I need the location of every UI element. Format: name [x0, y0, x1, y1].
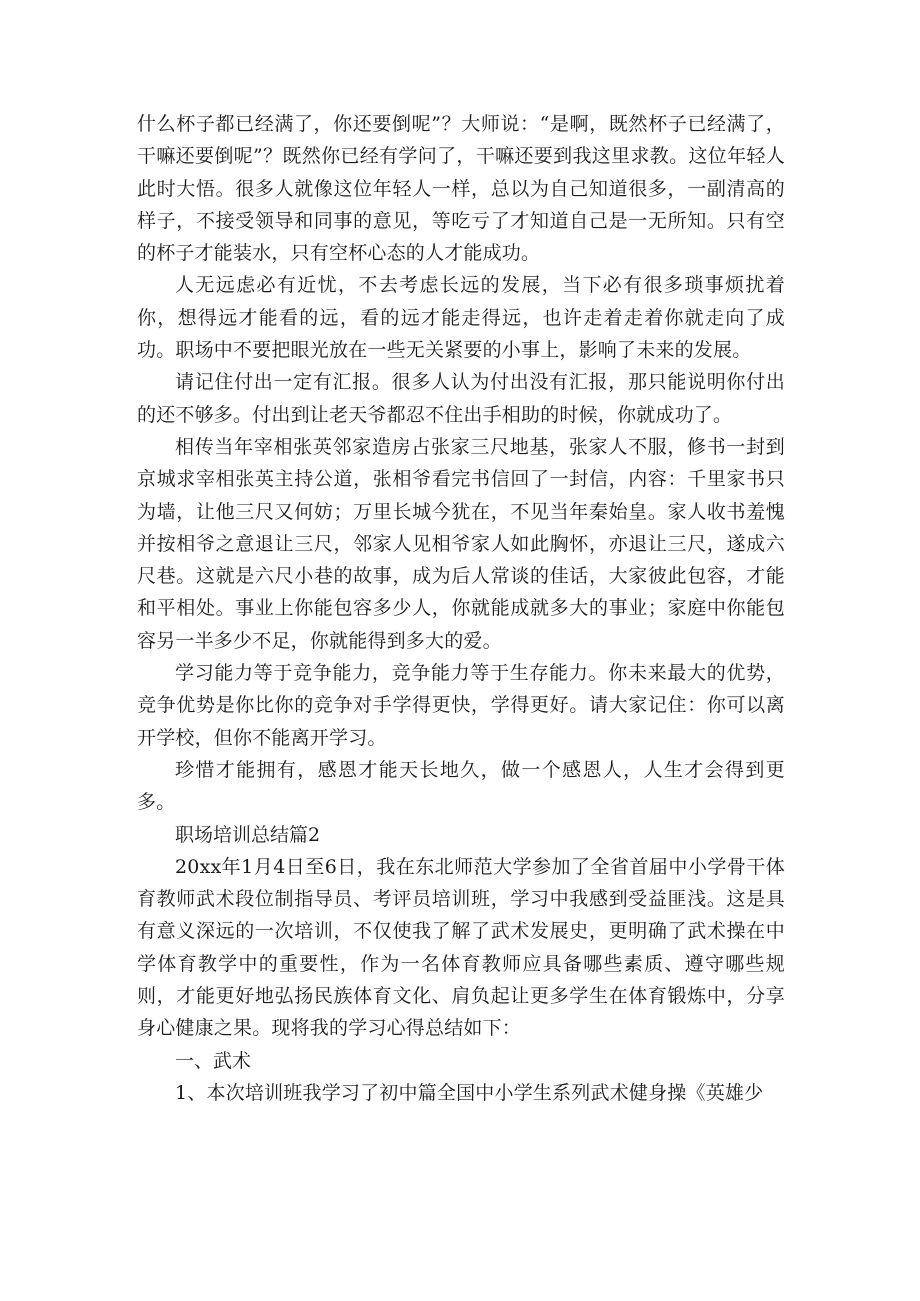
paragraph-6: 珍惜才能拥有，感恩才能天长地久，做一个感恩人，人生才会得到更多。: [137, 758, 785, 814]
section-title: 职场培训总结篇2: [175, 823, 321, 846]
subsection-title: 一、武术: [175, 1049, 252, 1072]
paragraph-4: 相传当年宰相张英邻家造房占张家三尺地基，张家人不服，修书一封到京城求宰相张英主持公道，张相爷看完书信回了一封信，内容：千里家书只为墙，让他三尺又何妨；万里长城今犹在，不见当年秦始皇。家人收书羞愧并按相爷之意退让三尺，邻家人见相爷家人如此胸怀，亦退让三尺，遂成六尺巷。这就是六尺小巷的故事，成为后人常谈的佳话，大家彼此包容，才能和平相处。事业上你能包容多少人，你就能成就多大的事业；家庭中你能包容另一半多少不足，你就能得到多大的爱。: [137, 435, 785, 652]
paragraph-8: 1、本次培训班我学习了初中篇全国中小学生系列武术健身操《英雄少: [175, 1081, 764, 1104]
document-page: [137, 108, 785, 1109]
paragraph-2: 人无远虑必有近忧，不去考虑长远的发展，当下必有很多琐事烦扰着你，想得远才能看的远，看的远才能走得远，也许走着走着你就走向了成功。职场中不要把眼光放在一些无关紧要的小事上，影响了未来的发展。: [137, 274, 785, 362]
paragraph-1: 什么杯子都已经满了，你还要倒呢”？大师说：“是啊，既然杯子已经满了，干嘛还要倒呢”？既然你已经有学问了，干嘛还要到我这里求教。这位年轻人此时大悟。很多人就像这位年轻人一样，总以为自己知道很多，一副清高的样子，不接受领导和同事的意见，等吃亏了才知道自己是一无所知。只有空的杯子才能装水，只有空杯心态的人才能成功。: [137, 113, 785, 265]
paragraph-5: 学习能力等于竞争能力，竞争能力等于生存能力。你未来最大的优势，竞争优势是你比你的竞争对手学得更快，学得更好。请大家记住：你可以离开学校，但你不能离开学习。: [137, 662, 785, 749]
paragraph-7: 20xx年1月4日至6日，我在东北师范大学参加了全省首届中小学骨干体育教师武术段位制指导员、考评员培训班，学习中我感到受益匪浅。这是具有意义深远的一次培训，不仅使我了解了武术发展史，更明确了武术操在中学体育教学中的重要性，作为一名体育教师应具备哪些素质、遵守哪些规则，才能更好地弘扬民族体育文化、肩负起让更多学生在体育锻炼中，分享身心健康之果。现将我的学习心得总结如下：: [137, 855, 785, 1040]
paragraph-3: 请记住付出一定有汇报。很多人认为付出没有汇报，那只能说明你付出的还不够多。付出到让老天爷都忍不住出手相助的时候，你就成功了。: [137, 371, 785, 426]
